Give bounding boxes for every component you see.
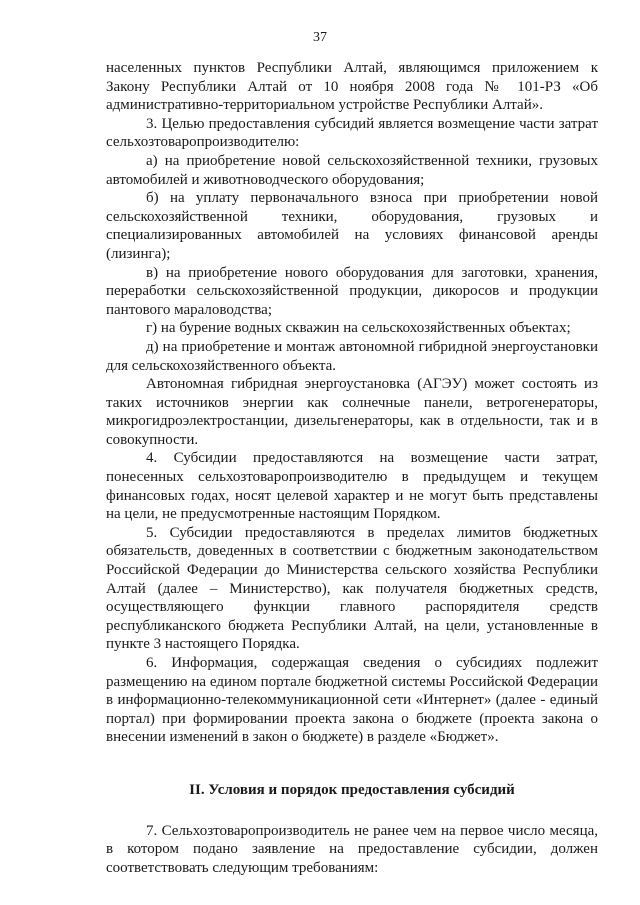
- paragraph-item-4: 4. Субсидии предоставляются на возмещение части затрат, понесенных сельхозтоваропроизводителю в предыдущем и текущем финансовых годах, носят целевой характер и не могут быть представлены на цели, не предусмотренные настоящим Порядком.: [106, 450, 598, 523]
- document-body: [106, 59, 598, 877]
- paragraph-item-5: 5. Субсидии предоставляются в пределах лимитов бюджетных обязательств, доведенных в соответствии с бюджетным законодательством Российской Федерации до Министерства сельского хозяйства Республики Алтай (далее – Министерство), как получателя бюджетных средств, осуществляющего функции главного распорядителя средств республиканского бюджета Республики Алтай, на цели, установленные в пункте 3 настоящего Порядка.: [106, 524, 598, 653]
- paragraph-item-7: 7. Сельхозтоваропроизводитель не ранее чем на первое число месяца, в котором подано заявление на предоставление субсидии, должен соответствовать следующим требованиям:: [106, 822, 598, 876]
- paragraph-continuation: населенных пунктов Республики Алтай, являющимся приложением к Закону Республики Алтай от 10 ноября 2008 года № 101-РЗ «Об административно-территориальном устройстве Республики Алтай».: [106, 60, 598, 114]
- list-item-b: б) на уплату первоначального взноса при приобретении новой сельскохозяйственной техники, оборудования, грузовых и специализированных автомобилей на условиях финансовой аренды (лизинга);: [106, 190, 598, 262]
- list-item-v: в) на приобретение нового оборудования для заготовки, хранения, переработки сельскохозяйственной продукции, дикоросов и продукции пантового мараловодства;: [106, 264, 598, 318]
- list-item-g: г) на бурение водных скважин на сельскохозяйственных объектах;: [146, 320, 571, 337]
- section-heading: II. Условия и порядок предоставления субсидий: [189, 781, 515, 798]
- list-item-d: д) на приобретение и монтаж автономной гибридной энергоустановки для сельскохозяйственного объекта.: [106, 338, 598, 374]
- paragraph-item-3: 3. Целью предоставления субсидий является возмещение части затрат сельхозтоваропроизводителю:: [106, 115, 598, 151]
- list-item-a: а) на приобретение новой сельскохозяйственной техники, грузовых автомобилей и животноводческого оборудования;: [106, 152, 598, 188]
- paragraph-ageu: Автономная гибридная энергоустановка (АГЭУ) может состоять из таких источников энергии как солнечные панели, ветрогенераторы, микрогидроэлектростанции, дизельгенераторы, как в отдельности, так и в совокупности.: [106, 376, 598, 448]
- page-number: 37: [313, 30, 327, 45]
- paragraph-item-6: 6. Информация, содержащая сведения о субсидиях подлежит размещению на едином портале бюджетной системы Российской Федерации в информационно-телекоммуникационной сети «Интернет» (далее - единый портал) при формировании проекта закона о бюджете (проекта закона о внесении изменений в закон о бюджете) в разделе «Бюджет».: [106, 655, 598, 746]
